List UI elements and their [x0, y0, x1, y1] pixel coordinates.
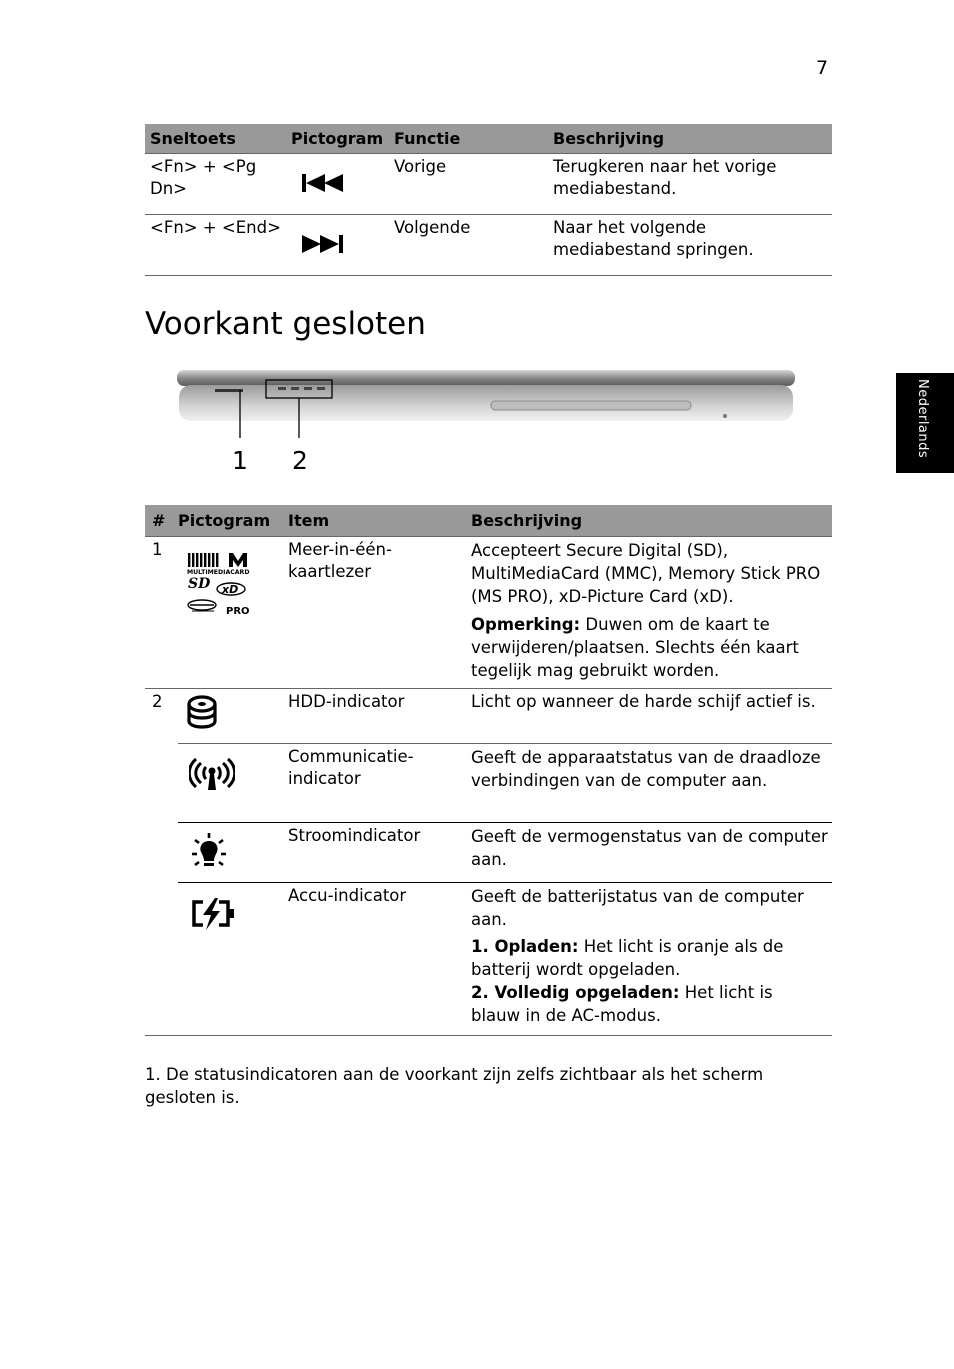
note-label: 2. Volledig opgeladen: [471, 983, 680, 1002]
item-name: HDD-indicator [288, 689, 471, 744]
item-name: Communicatie-indicator [288, 744, 471, 823]
section-title: Voorkant gesloten [145, 306, 426, 342]
col-header: Beschrijving [471, 505, 832, 537]
col-header: # [145, 505, 178, 537]
hotkey-table-header [145, 124, 832, 154]
table-row [145, 883, 832, 1036]
col-header: Beschrijving [553, 124, 832, 154]
table-row [145, 215, 832, 276]
hotkey-function: Vorige [394, 154, 553, 215]
item-description [471, 883, 832, 1036]
note-text: Duwen om de kaart te verwijderen/plaatsen. Slechts één kaart tegelijk mag gebruikt worden. [471, 615, 799, 680]
hotkey-description: Naar het volgende mediabestand springen. [553, 215, 832, 276]
language-tab [896, 373, 954, 473]
previous-track-icon [301, 173, 347, 193]
table-row [145, 744, 832, 823]
svg-text:MULTIMEDIACARD: MULTIMEDIACARD [187, 569, 250, 576]
row-number: 2 [145, 689, 178, 1036]
hotkey-description: Terugkeren naar het vorige mediabestand. [553, 154, 832, 215]
table-row [145, 537, 832, 689]
callout-1: 1 [232, 446, 248, 475]
next-track-icon [301, 234, 347, 254]
svg-text:PRO: PRO [226, 606, 250, 617]
description-text: Geeft de batterijstatus van de computer aan. [471, 887, 804, 929]
row-number: 1 [145, 537, 178, 689]
laptop-front-illustration [173, 368, 799, 440]
table-row [145, 689, 832, 744]
col-header: Sneltoets [145, 124, 291, 154]
item-description: Geeft de apparaatstatus van de draadloze verbindingen van de computer aan. [471, 744, 832, 823]
col-header: Functie [394, 124, 553, 154]
charging-note [471, 935, 826, 981]
feature-table [145, 505, 832, 1036]
col-header: Pictogram [291, 124, 394, 154]
battery-icon-cell [178, 883, 288, 1036]
power-icon-cell [178, 823, 288, 883]
full-note [471, 981, 826, 1035]
table-row [145, 154, 832, 215]
note [471, 613, 826, 688]
hdd-icon [184, 694, 224, 736]
hotkey-function: Volgende [394, 215, 553, 276]
col-header: Pictogram [178, 505, 288, 537]
page-number: 7 [816, 57, 829, 79]
hotkey-key: <Fn> + <End> [145, 215, 291, 276]
hdd-icon-cell [178, 689, 288, 744]
footnote: 1. De statusindicatoren aan de voorkant zijn zelfs zichtbaar als het scherm gesloten is. [145, 1065, 764, 1107]
memory-card-icon [185, 551, 261, 621]
item-description: Geeft de vermogenstatus van de computer aan. [471, 823, 832, 883]
note-label: Opmerking: [471, 615, 581, 634]
card-icons-cell [178, 537, 288, 689]
note-text: Het licht is oranje als de batterij wordt opgeladen. [471, 937, 784, 979]
hotkey-icon-cell [291, 154, 394, 215]
hotkey-table [145, 124, 832, 276]
svg-text:SD: SD [188, 576, 211, 592]
callout-2: 2 [292, 446, 308, 475]
wireless-icon-cell [178, 744, 288, 823]
battery-charging-icon [191, 897, 237, 931]
item-name: Stroomindicator [288, 823, 471, 883]
note-text: Het licht is blauw in de AC-modus. [471, 983, 773, 1025]
language-tab-label: Nederlands [915, 379, 930, 459]
power-light-icon [191, 832, 231, 872]
item-description: Licht op wanneer de harde schijf actief is. [471, 689, 832, 744]
feature-table-header [145, 505, 832, 537]
table-row [145, 823, 832, 883]
item-description [471, 537, 832, 689]
hotkey-key: <Fn> + <Pg Dn> [145, 154, 291, 215]
item-name: Accu-indicator [288, 883, 471, 1036]
description-text: Accepteert Secure Digital (SD), MultiMediaCard (MMC), Memory Stick PRO (MS PRO), xD-Picture Card (xD). [471, 541, 821, 606]
note-label: 1. Opladen: [471, 937, 579, 956]
wireless-icon [189, 756, 235, 792]
item-name: Meer-in-één-kaartlezer [288, 537, 471, 689]
hotkey-icon-cell [291, 215, 394, 276]
col-header: Item [288, 505, 471, 537]
svg-text:xD: xD [222, 583, 239, 596]
